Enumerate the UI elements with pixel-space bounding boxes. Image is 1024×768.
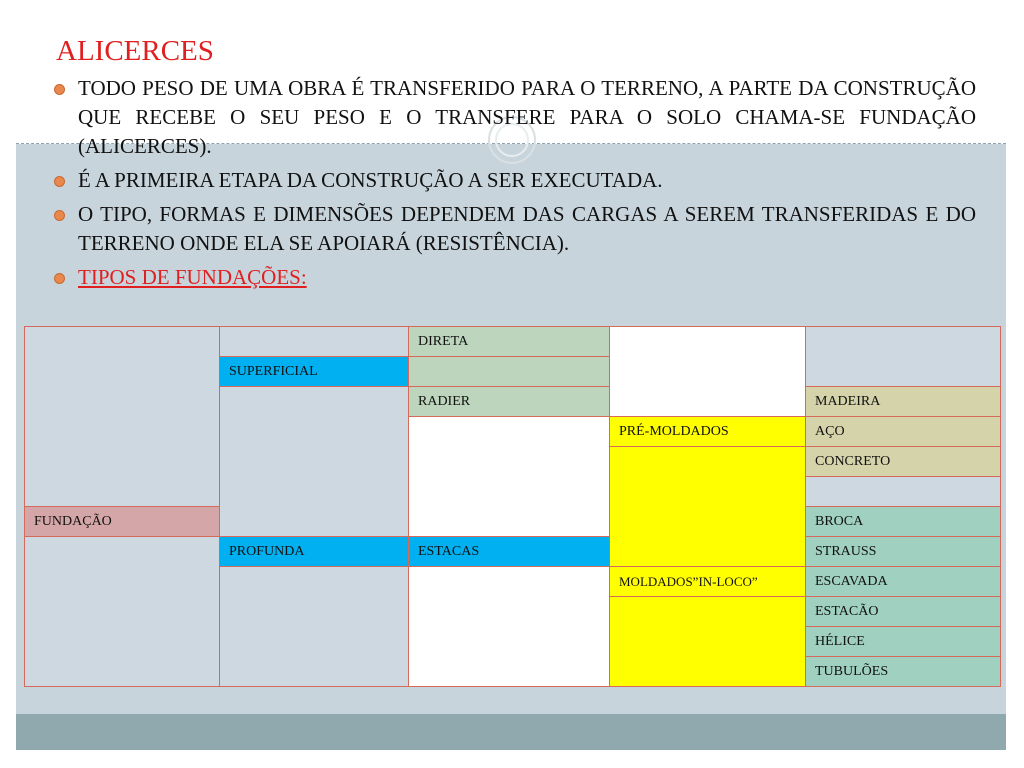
table-cell-empty xyxy=(220,387,409,537)
slide xyxy=(16,16,1006,750)
table-cell-empty xyxy=(806,327,1001,387)
bullet-text: TODO PESO DE UMA OBRA É TRANSFERIDO PARA O TERRENO, A PARTE DA CONSTRUÇÃO QUE RECEBE O SEU PESO E O TRANSFERE PARA O SOLO CHAMA-SE FUNDAÇÃO (ALICERCES). xyxy=(78,76,976,158)
bullet-item xyxy=(54,166,976,195)
table-cell-empty xyxy=(409,357,610,387)
slide-title: ALICERCES xyxy=(56,35,214,67)
bullet-item xyxy=(54,74,976,161)
cell-moldados-in-loco: MOLDADOS”IN-LOCO” xyxy=(610,567,806,597)
bullet-list xyxy=(54,74,976,297)
cell-profunda: PROFUNDA xyxy=(220,537,409,567)
table-cell-empty xyxy=(610,327,806,417)
table-row xyxy=(25,537,1001,567)
cell-concreto: CONCRETO xyxy=(806,447,1001,477)
cell-madeira: MADEIRA xyxy=(806,387,1001,417)
bullet-dot-icon xyxy=(54,176,65,187)
table-cell-empty xyxy=(220,327,409,357)
cell-escavada: ESCAVADA xyxy=(806,567,1001,597)
cell-strauss: STRAUSS xyxy=(806,537,1001,567)
cell-estacas: ESTACAS xyxy=(409,537,610,567)
cell-pre-moldados: PRÉ-MOLDADOS xyxy=(610,417,806,447)
bullet-dot-icon xyxy=(54,84,65,95)
cell-radier: RADIER xyxy=(409,387,610,417)
cell-helice: HÉLICE xyxy=(806,627,1001,657)
cell-broca: BROCA xyxy=(806,507,1001,537)
foundation-types-table xyxy=(24,326,1001,687)
cell-superficial: SUPERFICIAL xyxy=(220,357,409,387)
bullet-dot-icon xyxy=(54,210,65,221)
bullet-text: É A PRIMEIRA ETAPA DA CONSTRUÇÃO A SER EXECUTADA. xyxy=(78,168,663,192)
bullet-item xyxy=(54,263,976,292)
cell-fundacao: FUNDAÇÃO xyxy=(25,507,220,537)
table-cell-empty xyxy=(806,477,1001,507)
cell-estacao: ESTACÃO xyxy=(806,597,1001,627)
table-cell-empty xyxy=(25,537,220,687)
table-cell-empty xyxy=(610,447,806,567)
table-row xyxy=(25,327,1001,357)
cell-direta: DIRETA xyxy=(409,327,610,357)
cell-tubuloes: TUBULÕES xyxy=(806,657,1001,687)
table-cell-empty xyxy=(610,597,806,687)
bullet-item xyxy=(54,200,976,258)
table-cell-empty xyxy=(220,567,409,687)
table-cell-empty xyxy=(409,417,610,537)
table-cell-empty xyxy=(25,327,220,507)
bullet-text: O TIPO, FORMAS E DIMENSÕES DEPENDEM DAS CARGAS A SEREM TRANSFERIDAS E DO TERRENO ONDE ELA SE APOIARÁ (RESISTÊNCIA). xyxy=(78,202,976,255)
bullet-dot-icon xyxy=(54,273,65,284)
cell-aco: AÇO xyxy=(806,417,1001,447)
table-cell-empty xyxy=(409,567,610,687)
footer-band xyxy=(16,714,1006,750)
tipos-de-fundacoes-heading: TIPOS DE FUNDAÇÕES: xyxy=(78,265,307,289)
